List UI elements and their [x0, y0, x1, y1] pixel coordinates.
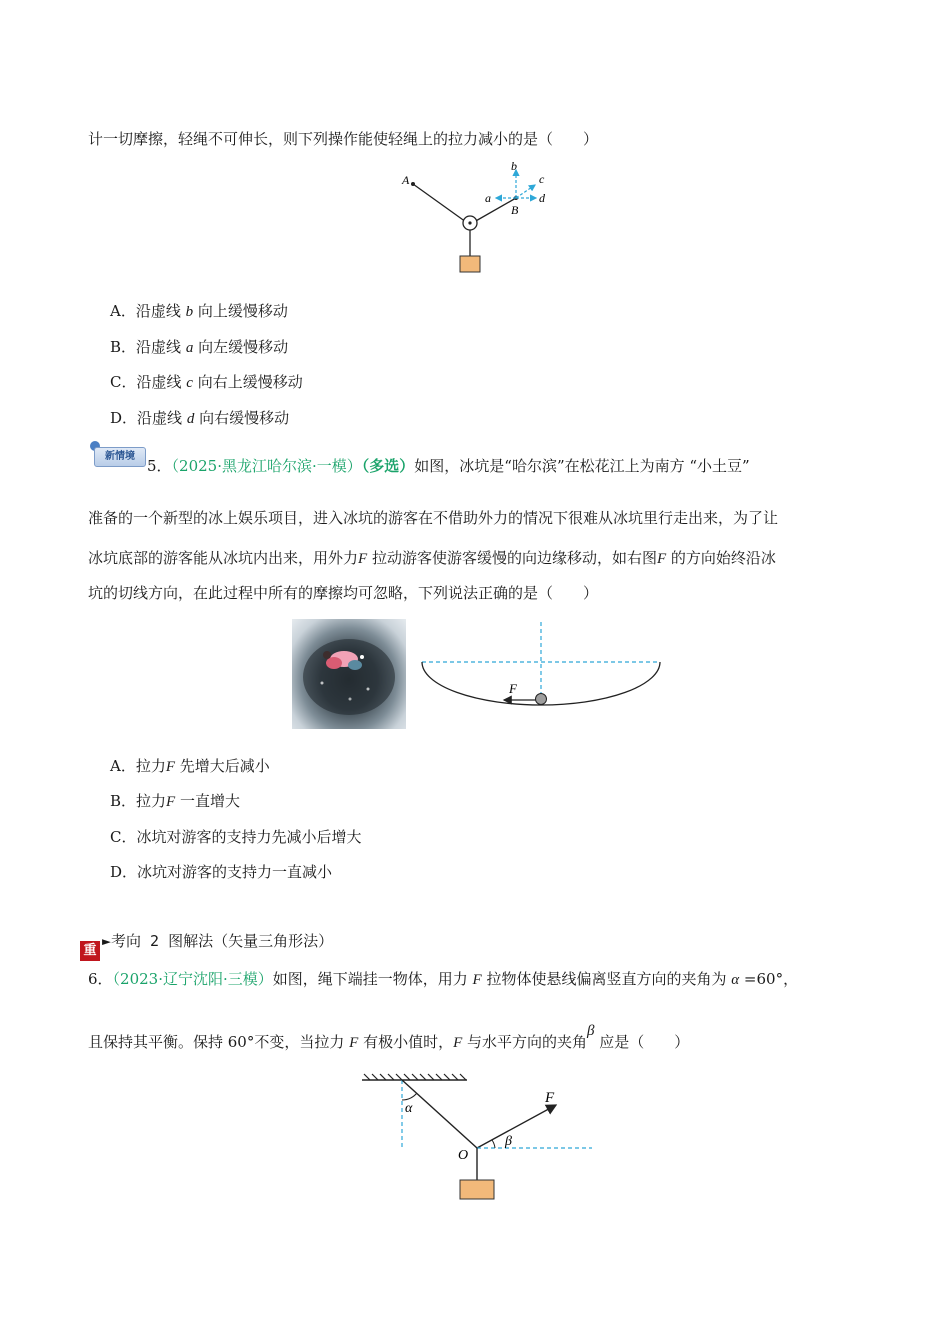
tag-label: 新情境	[94, 447, 146, 467]
label-F: F	[509, 681, 517, 696]
label-d: d	[539, 191, 545, 205]
weight-box	[460, 1180, 494, 1199]
q6-line1: 6．（2023·辽宁沈阳·三模）如图，绳下端挂一物体，用力 F 拉物体使悬线偏离竖直方向的夹角为 α =60°，	[88, 970, 799, 988]
force-F-line	[477, 1105, 556, 1148]
label-A: A	[402, 173, 410, 187]
label-O: O	[458, 1148, 469, 1163]
q4-figure-pulley	[390, 158, 570, 276]
beta-arc	[492, 1140, 495, 1148]
point-A	[411, 182, 415, 186]
q5-option-c: C．冰坑对游客的支持力先减小后增大	[110, 828, 362, 846]
dash-c	[516, 185, 535, 198]
q5-option-d: D．冰坑对游客的支持力一直减小	[110, 863, 333, 881]
label-b: b	[511, 159, 517, 173]
ice-pit-photo	[292, 619, 406, 729]
new-scenario-tag	[92, 441, 146, 467]
label-B: B	[511, 203, 519, 217]
tourist-ball	[536, 694, 547, 705]
q4-stem-tail: 计一切摩擦，轻绳不可伸长，则下列操作能使轻绳上的拉力减小的是（ ）	[88, 130, 599, 148]
label-c: c	[539, 172, 545, 186]
rope-right	[474, 198, 516, 222]
label-alpha: α	[405, 1101, 413, 1116]
q4-option-b: B．沿虚线 a 向左缓慢移动	[110, 338, 289, 356]
suspension-rope	[402, 1080, 477, 1148]
label-F: F	[545, 1090, 555, 1106]
rope-left	[413, 184, 466, 222]
q5-line2: 准备的一个新型的冰上娱乐项目，进入冰坑的游客在不借助外力的情况下很难从冰坑里行走出来，为了让	[88, 509, 779, 527]
q4-option-d: D．沿虚线 d 向右缓慢移动	[110, 409, 290, 427]
q6-line2: 且保持其平衡。保持 60°不变，当拉力 F 有极小值时，F 与水平方向的夹角β 应是（ ）	[88, 1023, 690, 1051]
weight-box	[460, 256, 480, 272]
q5-line3: 冰坑底部的游客能从冰坑内出来，用外力F 拉动游客使游客缓慢的向边缘移动，如右图F 的方向始终沿冰	[88, 549, 776, 567]
section-title: ►考向 2 图解法（矢量三角形法）	[102, 932, 334, 950]
q5-line4: 坑的切线方向，在此过程中所有的摩擦均可忽略，下列说法正确的是（ ）	[88, 584, 599, 602]
q5-option-b: B．拉力F 一直增大	[110, 792, 240, 810]
q6-figure-force	[352, 1070, 602, 1204]
q4-option-c: C．沿虚线 c 向右上缓慢移动	[110, 373, 303, 391]
q4-option-a: A．沿虚线 b 向上缓慢移动	[110, 302, 288, 320]
label-beta: β	[505, 1134, 512, 1149]
q5-option-a: A．拉力F 先增大后减小	[110, 757, 270, 775]
q5-figure-bowl	[418, 620, 666, 710]
key-badge: 重	[80, 941, 100, 961]
label-a: a	[485, 191, 491, 205]
q5-line1: 5．（2025·黑龙江哈尔滨·一模）（多选）如图，冰坑是“哈尔滨”在松花江上为南方 “小土豆”	[147, 457, 750, 475]
alpha-arc	[402, 1093, 417, 1100]
